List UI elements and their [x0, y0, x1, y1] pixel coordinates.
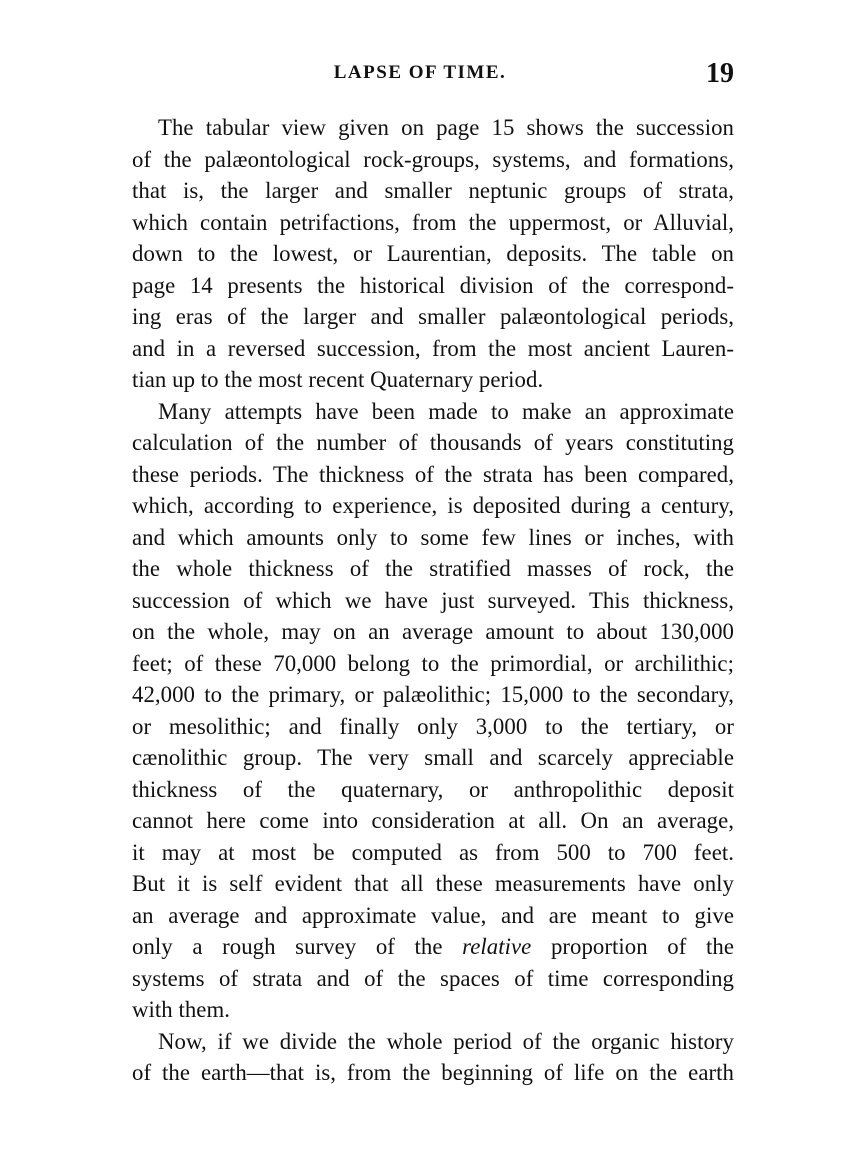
text-segment: only a rough survey of the [132, 934, 463, 959]
text-line: the whole thickness of the stratified masses of rock, the [132, 556, 734, 581]
text-line: tian up to the most recent Quaternary period. [132, 367, 544, 392]
text-line: cannot here come into consideration at all. On an average, [132, 808, 734, 833]
text-line: The tabular view given on page 15 shows the succession [158, 115, 734, 140]
text-line: thickness of the quaternary, or anthropolithic deposit [132, 776, 734, 802]
text-line: an average and approximate value, and are meant to give [132, 902, 734, 928]
italic-word: relative [462, 934, 532, 959]
running-head [106, 60, 734, 94]
paragraph-2 [106, 396, 734, 1026]
text-line: ing eras of the larger and smaller palæontological periods, [132, 304, 734, 329]
text-line: feet; of these 70,000 belong to the primordial, or archilithic; [132, 650, 734, 676]
text-line: or mesolithic; and finally only 3,000 to the tertiary, or [132, 713, 734, 739]
text-line: that is, the larger and smaller neptunic groups of strata, [132, 178, 734, 203]
text-line: and in a reversed succession, from the most ancient Lauren- [132, 335, 734, 361]
text-line: of the earth—that is, from the beginning of life on the earth [132, 1060, 734, 1085]
text-line: 42,000 to the primary, or palæolithic; 15,000 to the secondary, [132, 682, 734, 707]
text-line: these periods. The thickness of the strata has been compared, [132, 461, 734, 487]
text-line: Now, if we divide the whole period of the organic history [158, 1028, 734, 1054]
text-line-with-italic [106, 931, 734, 963]
text-line: calculation of the number of thousands of years constituting [132, 430, 734, 455]
text-line: But it is self evident that all these measurements have only [132, 871, 734, 896]
text-line: which, according to experience, is deposited during a century, [132, 493, 734, 518]
text-line: on the whole, may on an average amount to about 130,000 [132, 619, 734, 644]
text-line: page 14 presents the historical division of the correspond- [132, 272, 734, 298]
text-line: of the palæontological rock-groups, systems, and formations, [132, 146, 734, 172]
text-segment: proportion of the [531, 934, 734, 959]
text-line: and which amounts only to some few lines or inches, with [132, 524, 734, 550]
text-line: Many attempts have been made to make an approximate [158, 398, 734, 424]
text-line: systems of strata and of the spaces of time corresponding [132, 965, 734, 991]
paragraph-1 [106, 112, 734, 396]
text-line: succession of which we have just surveyed. This thickness, [132, 587, 734, 613]
text-line: which contain petrifactions, from the uppermost, or Alluvial, [132, 209, 734, 235]
text-line: cænolithic group. The very small and scarcely appreciable [132, 745, 734, 770]
paragraph-3 [106, 1026, 734, 1089]
page-number: 19 [706, 58, 734, 89]
text-line: with them. [132, 997, 231, 1022]
running-title: LAPSE OF TIME. [333, 62, 507, 83]
text-line: it may at most be computed as from 500 to 700 feet. [132, 839, 734, 865]
text-line: down to the lowest, or Laurentian, deposits. The table on [132, 241, 734, 266]
body-text [106, 112, 734, 1089]
